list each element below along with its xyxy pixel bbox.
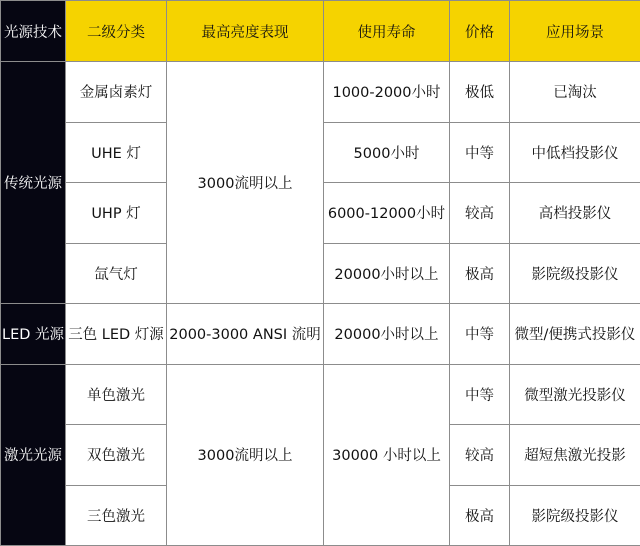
cell-scene: 影院级投影仪 [510, 243, 640, 304]
cell-price: 极高 [450, 243, 510, 304]
cell-price: 中等 [450, 122, 510, 183]
cell-life: 6000-12000小时 [324, 183, 450, 244]
cell-price: 较高 [450, 425, 510, 486]
cell-price: 中等 [450, 364, 510, 425]
header-price: 价格 [450, 1, 510, 62]
cell-price: 中等 [450, 304, 510, 365]
cell-brightness-led: 2000-3000 ANSI 流明 [167, 304, 324, 365]
table-row [1, 62, 640, 123]
cell-life: 1000-2000小时 [324, 62, 450, 123]
cell-type: 双色激光 [66, 425, 167, 486]
cell-type: UHP 灯 [66, 183, 167, 244]
cell-price: 极高 [450, 485, 510, 546]
cell-life-laser: 30000 小时以上 [324, 364, 450, 546]
header-subcategory: 二级分类 [66, 1, 167, 62]
cell-type: 氙气灯 [66, 243, 167, 304]
cell-type: 单色激光 [66, 364, 167, 425]
category-led: LED 光源 [1, 304, 66, 365]
table-row [1, 304, 640, 365]
cell-scene: 微型激光投影仪 [510, 364, 640, 425]
cell-scene: 高档投影仪 [510, 183, 640, 244]
table-row [1, 364, 640, 425]
table-header-row [1, 1, 640, 62]
cell-type: 金属卤素灯 [66, 62, 167, 123]
cell-price: 极低 [450, 62, 510, 123]
header-light-source-tech: 光源技术 [1, 1, 66, 62]
header-max-brightness: 最高亮度表现 [167, 1, 324, 62]
cell-type: 三色 LED 灯源 [66, 304, 167, 365]
category-laser: 激光光源 [1, 364, 66, 546]
category-traditional: 传统光源 [1, 62, 66, 304]
cell-brightness-laser: 3000流明以上 [167, 364, 324, 546]
cell-scene: 影院级投影仪 [510, 485, 640, 546]
cell-type: 三色激光 [66, 485, 167, 546]
cell-scene: 超短焦激光投影 [510, 425, 640, 486]
cell-scene: 微型/便携式投影仪 [510, 304, 640, 365]
header-lifespan: 使用寿命 [324, 1, 450, 62]
header-application: 应用场景 [510, 1, 640, 62]
cell-type: UHE 灯 [66, 122, 167, 183]
cell-life: 20000小时以上 [324, 304, 450, 365]
cell-scene: 已淘汰 [510, 62, 640, 123]
cell-life: 20000小时以上 [324, 243, 450, 304]
cell-brightness-traditional: 3000流明以上 [167, 62, 324, 304]
cell-scene: 中低档投影仪 [510, 122, 640, 183]
cell-life: 5000小时 [324, 122, 450, 183]
cell-price: 较高 [450, 183, 510, 244]
